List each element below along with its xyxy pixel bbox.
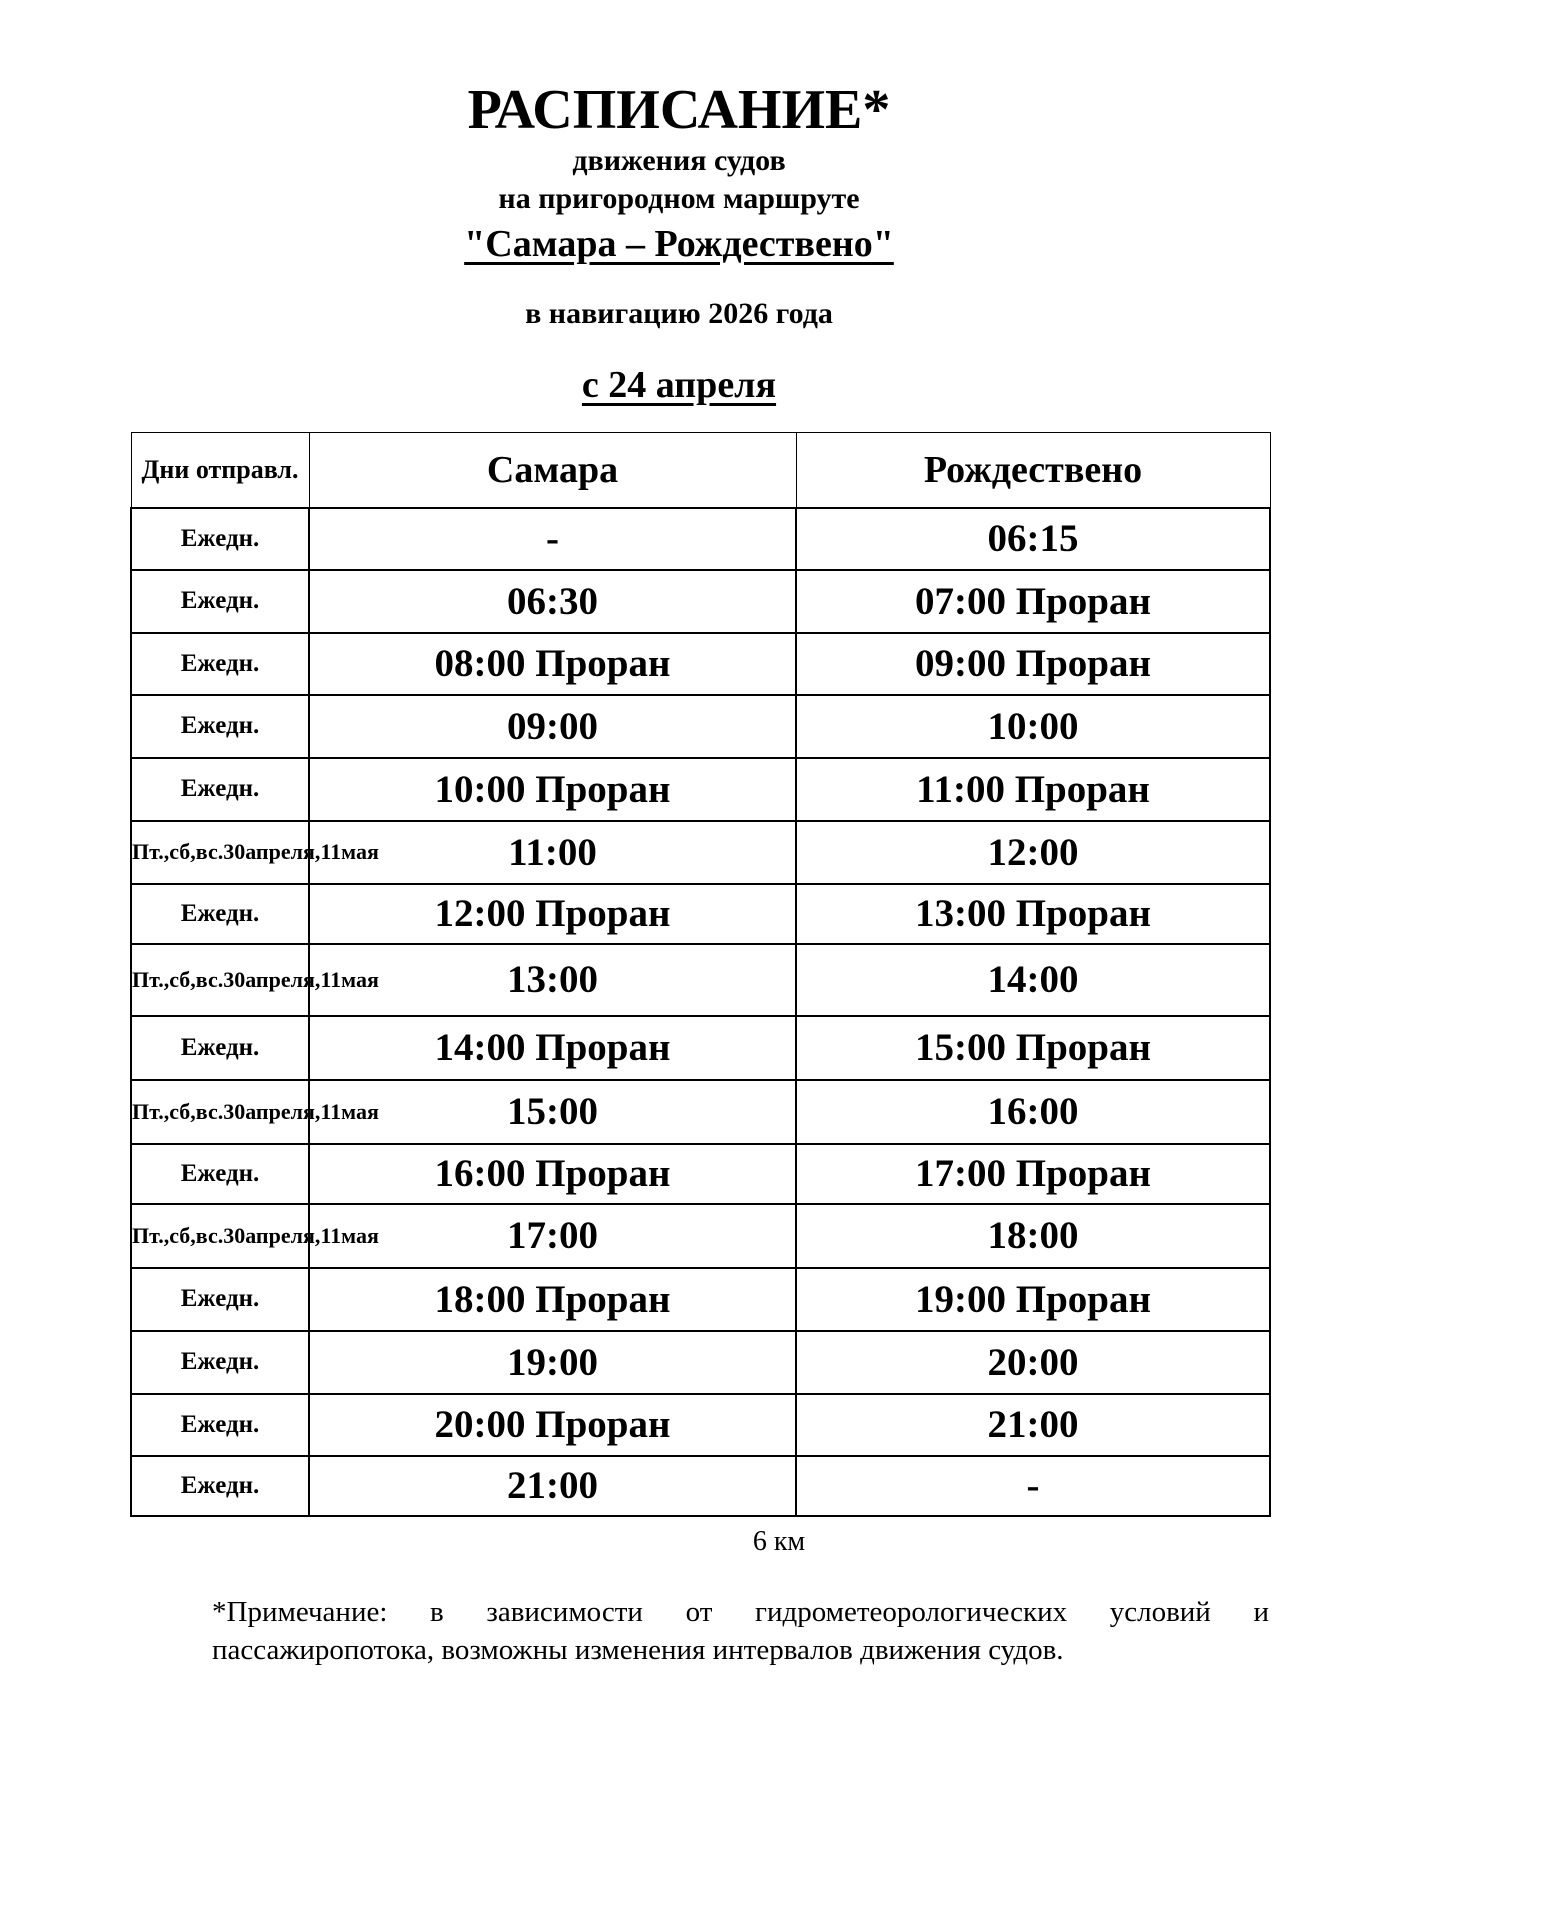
table-row xyxy=(131,570,1270,633)
samara-time-cell: 16:00 Проран xyxy=(309,1144,796,1204)
table-row xyxy=(131,1394,1270,1456)
day-cell: Ежедн. xyxy=(131,1144,309,1204)
day-cell: Ежедн. xyxy=(131,633,309,695)
route-name xyxy=(0,221,1358,267)
rozhdestveno-time-cell: 10:00 xyxy=(796,695,1270,758)
day-cell: Ежедн. xyxy=(131,1331,309,1394)
table-row xyxy=(131,1080,1270,1144)
table-row xyxy=(131,1204,1270,1268)
table-row xyxy=(131,758,1270,821)
rozhdestveno-time-cell: 11:00 Проран xyxy=(796,758,1270,821)
page-title: РАСПИСАНИЕ* xyxy=(467,79,891,141)
footnote: *Примечание: в зависимости от гидрометеорологических условий и пассажиропотока, возможны изменения интервалов движения судов. xyxy=(212,1596,1269,1666)
start-date xyxy=(0,362,1358,408)
day-cell: Ежедн. xyxy=(131,570,309,633)
route-name-text: "Самара – Рождествено" xyxy=(464,223,894,265)
header-days: Дни отправл. xyxy=(131,433,309,508)
samara-time-cell: 11:00 xyxy=(309,821,796,884)
rozhdestveno-time-cell: 19:00 Проран xyxy=(796,1268,1270,1331)
day-cell: Пт.,сб,вс.30апреля,11мая xyxy=(131,821,309,884)
table-row xyxy=(131,1268,1270,1331)
start-date-text: с 24 апреля xyxy=(581,364,777,406)
samara-time-cell: 12:00 Проран xyxy=(309,884,796,944)
table-header-row xyxy=(131,433,1270,508)
day-cell: Пт.,сб,вс.30апреля,11мая xyxy=(131,944,309,1016)
table-row xyxy=(131,695,1270,758)
header-samara: Самара xyxy=(309,433,796,508)
distance-label: 6 км xyxy=(752,1526,806,1557)
day-cell: Ежедн. xyxy=(131,1394,309,1456)
day-cell: Пт.,сб,вс.30апреля,11мая xyxy=(131,1080,309,1144)
rozhdestveno-time-cell: 20:00 xyxy=(796,1331,1270,1394)
day-cell: Ежедн. xyxy=(131,1456,309,1516)
day-cell: Ежедн. xyxy=(131,695,309,758)
rozhdestveno-time-cell: 15:00 Проран xyxy=(796,1016,1270,1080)
samara-time-cell: 13:00 xyxy=(309,944,796,1016)
day-cell: Ежедн. xyxy=(131,1268,309,1331)
table-row xyxy=(131,633,1270,695)
table-row xyxy=(131,508,1270,570)
rozhdestveno-time-cell: 14:00 xyxy=(796,944,1270,1016)
day-cell: Ежедн. xyxy=(131,884,309,944)
day-cell: Пт.,сб,вс.30апреля,11мая xyxy=(131,1204,309,1268)
rozhdestveno-time-cell: 06:15 xyxy=(796,508,1270,570)
table-row xyxy=(131,1016,1270,1080)
rozhdestveno-time-cell: 17:00 Проран xyxy=(796,1144,1270,1204)
samara-time-cell: 21:00 xyxy=(309,1456,796,1516)
rozhdestveno-time-cell: 18:00 xyxy=(796,1204,1270,1268)
day-cell: Ежедн. xyxy=(131,1016,309,1080)
rozhdestveno-time-cell: - xyxy=(796,1456,1270,1516)
rozhdestveno-time-cell: 13:00 Проран xyxy=(796,884,1270,944)
rozhdestveno-time-cell: 12:00 xyxy=(796,821,1270,884)
samara-time-cell: 14:00 Проран xyxy=(309,1016,796,1080)
table-row xyxy=(131,944,1270,1016)
samara-time-cell: 17:00 xyxy=(309,1204,796,1268)
schedule-table xyxy=(130,432,1271,1517)
table-row xyxy=(131,1144,1270,1204)
samara-time-cell: 06:30 xyxy=(309,570,796,633)
samara-time-cell: 20:00 Проран xyxy=(309,1394,796,1456)
samara-time-cell: 15:00 xyxy=(309,1080,796,1144)
rozhdestveno-time-cell: 07:00 Проран xyxy=(796,570,1270,633)
rozhdestveno-time-cell: 09:00 Проран xyxy=(796,633,1270,695)
table-row xyxy=(131,821,1270,884)
rozhdestveno-time-cell: 16:00 xyxy=(796,1080,1270,1144)
subtitle-ships: движения судов xyxy=(572,144,786,177)
samara-time-cell: 18:00 Проран xyxy=(309,1268,796,1331)
table-row xyxy=(131,1456,1270,1516)
navigation-year: в навигацию 2026 года xyxy=(525,297,833,330)
subtitle-route-type: на пригородном маршруте xyxy=(498,182,860,215)
samara-time-cell: 10:00 Проран xyxy=(309,758,796,821)
header-rozhdestveno: Рождествено xyxy=(796,433,1270,508)
day-cell: Ежедн. xyxy=(131,508,309,570)
table-row xyxy=(131,1331,1270,1394)
rozhdestveno-time-cell: 21:00 xyxy=(796,1394,1270,1456)
day-cell: Ежедн. xyxy=(131,758,309,821)
samara-time-cell: - xyxy=(309,508,796,570)
samara-time-cell: 09:00 xyxy=(309,695,796,758)
samara-time-cell: 19:00 xyxy=(309,1331,796,1394)
samara-time-cell: 08:00 Проран xyxy=(309,633,796,695)
table-row xyxy=(131,884,1270,944)
